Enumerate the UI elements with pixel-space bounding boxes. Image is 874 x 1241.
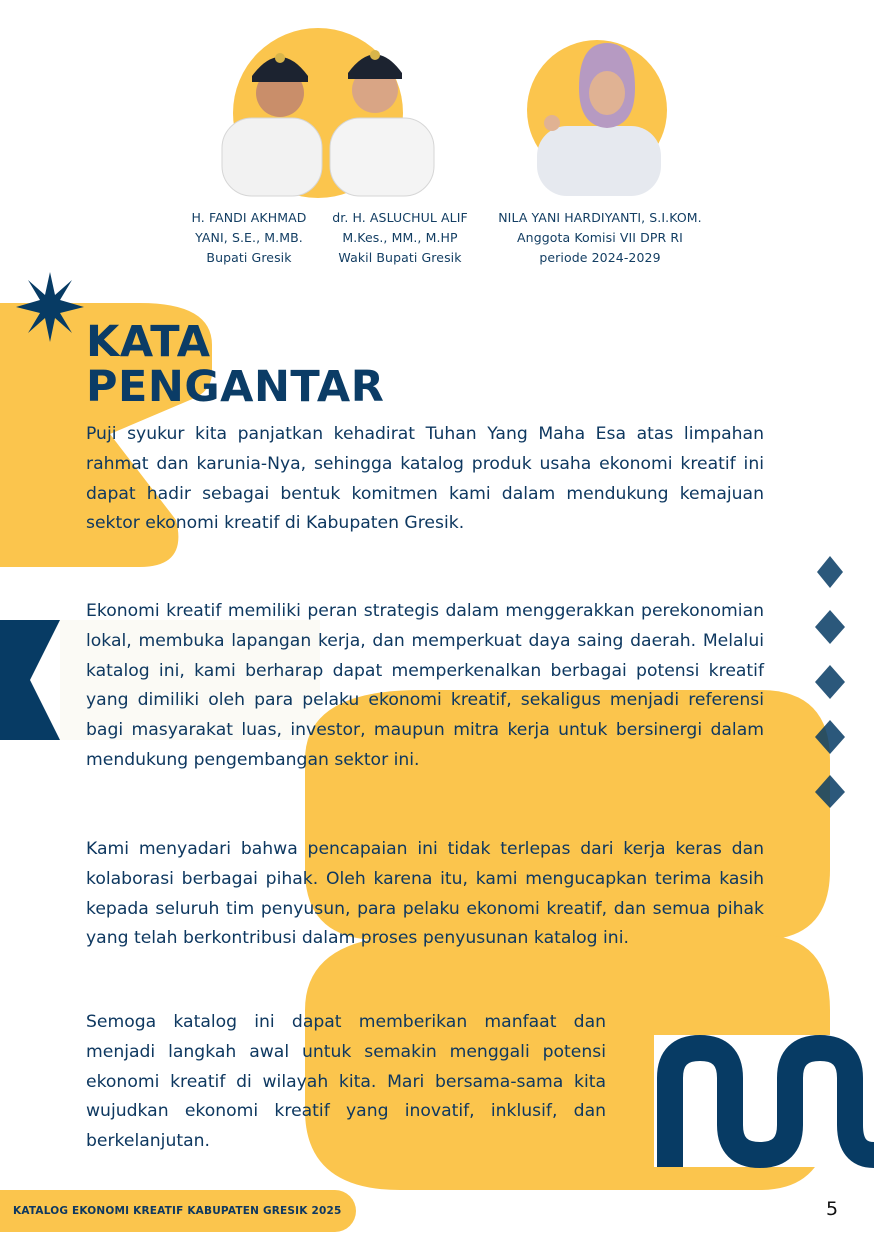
paragraph-2: Ekonomi kreatif memiliki peran strategis dalam menggerakkan perekonomian lokal, membuka lapangan kerja, dan memperkuat daya saing daerah. Melalui katalog ini, kami berharap dapat memperkenalkan berbagai potensi kreatif yang dimiliki oleh para pelaku ekonomi kreatif, sekaligus menjadi referensi bagi masyarakat luas, investor, maupun mitra kerja untuk bersinergi dalam mendukung pengembangan sektor ini.	[86, 601, 764, 770]
page-number: 5	[826, 1198, 839, 1220]
footer-label: KATALOG EKONOMI KREATIF KABUPATEN GRESIK 2025	[0, 1190, 356, 1232]
page-title: KATA PENGANTAR	[86, 317, 385, 412]
paragraph-3: Kami menyadari bahwa pencapaian ini tidak terlepas dari kerja keras dan kolaborasi berbagai pihak. Oleh karena itu, kami mengucapkan terima kasih kepada seluruh tim penyusun, para pelaku ekonomi kreatif, dan semua pihak yang telah berkontribusi dalam proses penyusunan katalog ini.	[86, 839, 764, 949]
caption-wakil-bupati: dr. H. ASLUCHUL ALIF M.Kes., MM., M.HP Wakil Bupati Gresik	[332, 210, 468, 265]
bupati-portraits	[200, 28, 440, 198]
caption-bupati: H. FANDI AKHMAD YANI, S.E., M.MB. Bupati Gresik	[191, 210, 307, 265]
left-navy-chevron	[0, 620, 60, 740]
paragraph-1: Puji syukur kita panjatkan kehadirat Tuhan Yang Maha Esa atas limpahan rahmat dan karunia-Nya, sehingga katalog produk usaha ekonomi kreatif ini dapat hadir sebagai bentuk komitmen kami dalam mendukung kemajuan sektor ekonomi kreatif di Kabupaten Gresik.	[86, 424, 764, 534]
paragraph-4: Semoga katalog ini dapat memberikan manfaat dan menjadi langkah awal untuk semakin menggali potensi ekonomi kreatif di wilayah kita. Mari bersama-sama kita wujudkan ekonomi kreatif yang inovatif, inklusif, dan berkelanjutan.	[86, 1012, 606, 1152]
dpr-portrait	[527, 28, 667, 198]
caption-dpr: NILA YANI HARDIYANTI, S.I.KOM. Anggota Komisi VII DPR RI periode 2024-2029	[498, 210, 702, 265]
